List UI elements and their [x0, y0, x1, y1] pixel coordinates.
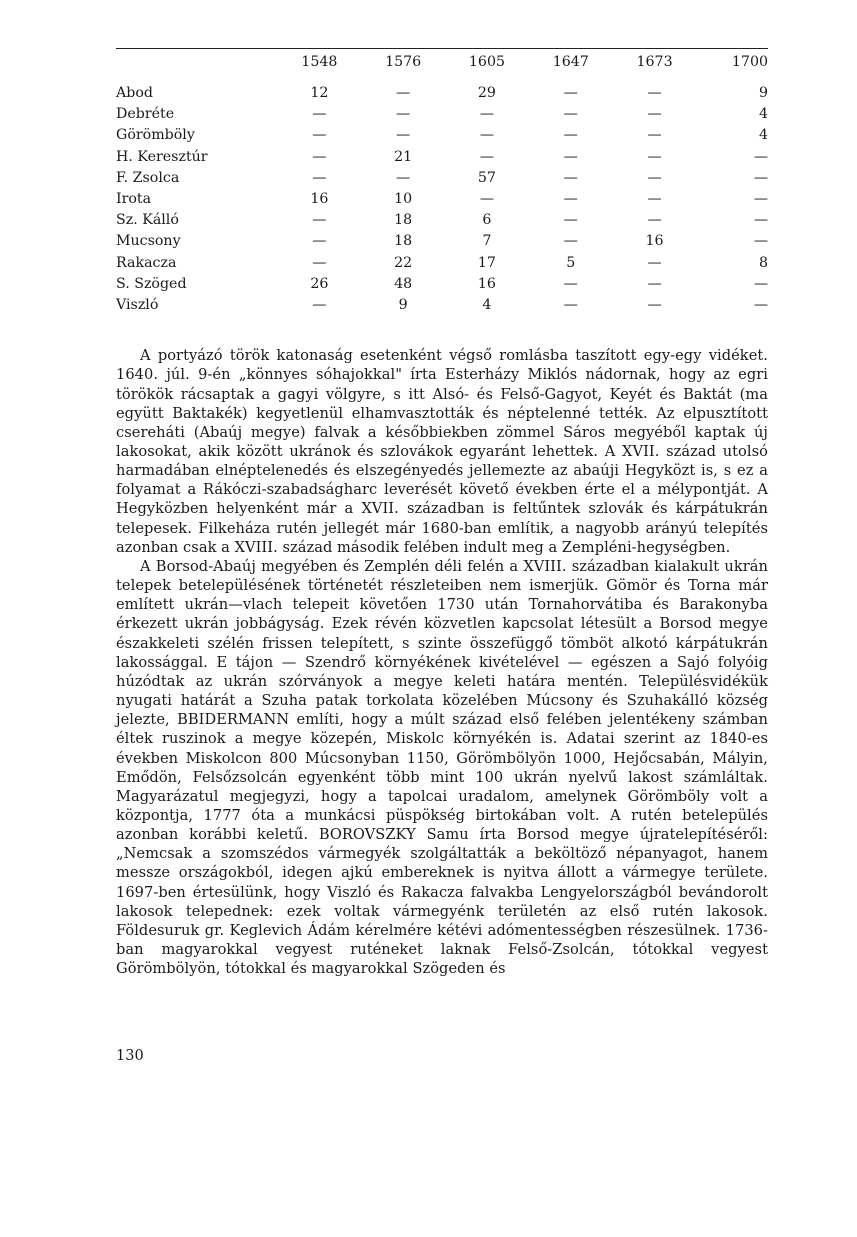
value-cell: —: [396, 169, 411, 186]
value-cell: 6: [482, 212, 492, 229]
table-body: [116, 73, 768, 316]
table-row: [116, 125, 768, 146]
value-cell: —: [312, 148, 327, 165]
value-cell: —: [563, 169, 578, 186]
value-cell: 9: [758, 85, 768, 101]
value-cell: —: [753, 275, 768, 292]
value-cell: —: [753, 191, 768, 208]
page-number: 130: [116, 1048, 144, 1064]
table-row: [116, 274, 768, 295]
value-cell: —: [563, 191, 578, 208]
table-row: [116, 168, 768, 189]
population-table: [116, 49, 768, 316]
value-cell: 5: [566, 254, 576, 271]
value-cell: —: [563, 127, 578, 144]
table-spacer: [116, 73, 768, 83]
table-row: [116, 295, 768, 316]
value-cell: —: [563, 106, 578, 123]
place-name-cell: S. Szöged: [116, 275, 187, 292]
value-cell: —: [647, 254, 662, 271]
table-header-row: [116, 49, 768, 73]
value-cell: 22: [394, 254, 413, 271]
value-cell: —: [563, 85, 578, 101]
table-header-year: 1673: [636, 53, 673, 70]
value-cell: —: [312, 254, 327, 271]
value-cell: —: [563, 275, 578, 292]
value-cell: —: [753, 233, 768, 250]
value-cell: —: [563, 212, 578, 229]
paragraph: A Borsod-Abaúj megyében és Zemplén déli felén a XVIII. században kialakult ukrán telepek betelepülésének történetét részleteiben nem ismerjük. Gömör és Torna már említett ukrán—vlach telepeit követően 1730 után Tornahorvátiba és Barakonyba érkezett ukrán jobbágyság. Ezek révén közvetlen kapcsolat létesült a Borsod megye északkeleti szélén frissen telepített, s szinte összefüggő tömböt alkotó kárpátukrán lakossággal. E tájon — Szendrő környékének kivételével — egészen a Sajó folyóig húzódtak az ukrán szórványok a megye keleti határa mentén. Településvidékük nyugati határát a Szuha patak torkolata közelében Múcsony és Szuhakálló község jelezte, BBIDERMANN említi, hogy a múlt század első felében jelentékeny számban éltek ruszinok a megye közepén, Miskolc környékén is. Adatai szerint az 1840-es években Miskolcon 800 Múcsonyban 1150, Görömbölyön 1000, Hejőcsabán, Mályin, Emődön, Felsőzsolcán egyenként több mint 100 ukrán nyelvű lakost számláltak. Magyarázatul megjegyzi, hogy a tapolcai uradalom, amelynek Görömböly volt a központja, 1777 óta a munkácsi püspökség birtokában volt. A rutén betelepülés azonban korábbi keletű. BOROVSZKY Samu írta Borsod megye újratelepítéséről: „Nemcsak a szomszédos vármegyék szolgáltatták a beköltöző népanyagot, hanem messze országokból, idegen ajkú embereknek is nyitva állott a vármegye területe. 1697-ben értesülünk, hogy Viszló és Rakacza falvakba Lengyelországból bevándorolt lakosok telepednek: ezek voltak vármegyénk területén az első rutén lakosok. Földesuruk gr. Keglevich Ádám kérelmére kétévi adómentességben részesülnek. 1736-ban magyarokkal vegyest ruténeket laknak Felső-Zsolcán, tótokkal vegyest Görömbölyön, tótokkal és magyarokkal Szögeden és: [116, 557, 768, 978]
value-cell: 29: [477, 85, 496, 101]
value-cell: 21: [394, 148, 413, 165]
value-cell: 17: [477, 254, 496, 271]
table-header-year: 1700: [731, 53, 768, 70]
table-row: [116, 189, 768, 210]
value-cell: —: [647, 85, 662, 101]
place-name-cell: Irota: [116, 191, 152, 208]
value-cell: 4: [482, 297, 492, 314]
page-content: [116, 48, 768, 978]
place-name-cell: Viszló: [116, 297, 159, 314]
value-cell: —: [647, 275, 662, 292]
place-name-cell: Debréte: [116, 106, 175, 123]
table-row: [116, 104, 768, 125]
value-cell: —: [479, 191, 495, 208]
value-cell: —: [312, 233, 327, 250]
value-cell: —: [647, 127, 662, 144]
value-cell: —: [563, 233, 578, 250]
value-cell: —: [647, 169, 662, 186]
value-cell: —: [647, 148, 662, 165]
value-cell: —: [479, 106, 495, 123]
value-cell: 16: [310, 191, 329, 208]
table-row: [116, 147, 768, 168]
value-cell: —: [563, 297, 578, 314]
value-cell: 9: [398, 297, 408, 314]
value-cell: 18: [394, 212, 413, 229]
value-cell: —: [312, 106, 327, 123]
value-cell: —: [479, 148, 495, 165]
value-cell: —: [396, 106, 411, 123]
table-row: [116, 231, 768, 252]
value-cell: 10: [394, 191, 413, 208]
value-cell: —: [312, 297, 327, 314]
table-header-year: 1576: [385, 53, 422, 70]
table-header-year: 1605: [468, 53, 505, 70]
value-cell: 26: [310, 275, 329, 292]
value-cell: —: [753, 148, 768, 165]
value-cell: —: [396, 85, 411, 101]
value-cell: 4: [758, 106, 768, 123]
value-cell: 18: [394, 233, 413, 250]
table-header-year: 1548: [301, 53, 338, 70]
value-cell: 12: [310, 85, 329, 101]
table-header-place: [116, 49, 277, 73]
value-cell: 4: [758, 127, 768, 144]
body-text: [116, 346, 768, 978]
value-cell: —: [753, 212, 768, 229]
value-cell: 7: [482, 233, 492, 250]
place-name-cell: H. Keresztúr: [116, 148, 208, 165]
place-name-cell: Rakacza: [116, 254, 177, 271]
value-cell: —: [396, 127, 411, 144]
table-row: [116, 210, 768, 231]
paragraph: A portyázó török katonaság esetenként végső romlásba taszított egy-egy vidéket. 1640. júl. 9-én „könnyes sóhajokkal" írta Esterházy Miklós nádornak, hogy az egri törökök rácsaptak a gagyi völgyre, s itt Alsó- és Felső-Gagyot, Keyét és Baktát (ma együtt Baktakék) kegyetlenül elhamvasztották és néptelenné tették. Az elpusztított csereháti (Abaúj megye) falvak a későbbiekben zömmel Sáros megyéből kaptak új lakosokat, akik között ukránok és szlovákok egyaránt lehettek. A XVII. század utolsó harmadában elnéptelenedés és elszegényedés jellemezte az abaúji Hegyközt is, s ez a folyamat a Rákóczi-szabadságharc leverését követő években érte el a mélypontját. A Hegyközben helyenként már a XVII. században is feltűntek szlovák és kárpátukrán telepesek. Filkeháza rutén jellegét már 1680-ban említik, a nagyobb arányú telepítés azonban csak a XVIII. század második felében indult meg a Zempléni-hegységben.: [116, 347, 768, 556]
value-cell: —: [479, 127, 495, 144]
value-cell: —: [647, 191, 662, 208]
place-name-cell: Abod: [116, 85, 153, 101]
value-cell: 48: [394, 275, 413, 292]
value-cell: 16: [645, 233, 664, 250]
table-header-year: 1647: [552, 53, 589, 70]
value-cell: 16: [477, 275, 496, 292]
place-name-cell: F. Zsolca: [116, 169, 180, 186]
value-cell: 8: [758, 254, 768, 271]
value-cell: —: [647, 106, 662, 123]
value-cell: —: [647, 212, 662, 229]
value-cell: —: [563, 148, 578, 165]
value-cell: —: [312, 212, 327, 229]
value-cell: 57: [477, 169, 496, 186]
value-cell: —: [753, 169, 768, 186]
place-name-cell: Mucsony: [116, 233, 181, 250]
value-cell: —: [312, 169, 327, 186]
table-row: [116, 83, 768, 104]
place-name-cell: Sz. Kálló: [116, 212, 179, 229]
value-cell: —: [753, 297, 768, 314]
value-cell: —: [647, 297, 662, 314]
value-cell: —: [312, 127, 327, 144]
place-name-cell: Görömböly: [116, 127, 195, 144]
table-row: [116, 253, 768, 274]
